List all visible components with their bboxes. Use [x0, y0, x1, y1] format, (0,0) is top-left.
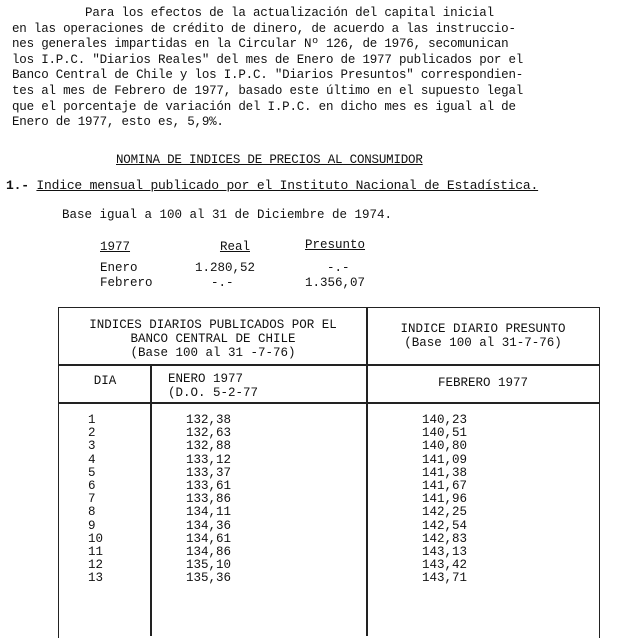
document-title: NOMINA DE INDICES DE PRECIOS AL CONSUMIDOR: [116, 153, 423, 167]
dia-header: DIA: [93, 374, 117, 388]
monthly-year-header: 1977: [100, 240, 131, 254]
dia-cell: 13: [88, 571, 104, 586]
febrero-value: 140,23: [422, 413, 468, 427]
enero-value: 133,37: [186, 465, 232, 480]
febrero-value: 143,42: [422, 558, 468, 573]
intro-line: los I.P.C. "Diarios Reales" del mes de Enero de 1977 publicados por el: [12, 52, 524, 67]
intro-line: que el porcentaje de variación del I.P.C. en dicho mes es igual al de: [12, 99, 516, 114]
dia-cell: 4: [88, 452, 96, 467]
intro-paragraph: [12, 6, 616, 131]
enero-value: 132,63: [186, 426, 232, 441]
febrero-value: 141,96: [422, 492, 468, 507]
febrero-value: 142,25: [422, 505, 468, 520]
enero-value: 134,86: [186, 545, 232, 560]
dia-cell: 11: [88, 545, 104, 560]
intro-line: tes al mes de Febrero de 1977, basado este último en el supuesto legal: [12, 83, 524, 98]
monthly-real-1: 1.280,52: [195, 261, 256, 275]
dia-cell: 2: [88, 426, 96, 441]
febrero-value: 142,54: [422, 518, 468, 533]
enero-value: 133,12: [186, 452, 232, 467]
monthly-presunto-header: Presunto: [305, 238, 366, 252]
monthly-month-1: Enero: [100, 261, 138, 275]
section-number: 1.-: [6, 178, 29, 193]
febrero-value: 141,09: [422, 452, 468, 467]
febrero-column: [422, 414, 467, 586]
monthly-real-2: -.-: [211, 276, 234, 290]
monthly-real-column: [195, 240, 275, 291]
febrero-value: 141,67: [422, 479, 468, 494]
febrero-value: 140,51: [422, 426, 468, 441]
enero-value: 134,11: [186, 505, 232, 520]
right-header: INDICE DIARIO PRESUNTO (Base 100 al 31-7-76): [400, 322, 566, 350]
enero-value: 134,36: [186, 518, 232, 533]
intro-line: Enero de 1977, esto es, 5,9%.: [12, 115, 224, 130]
enero-value: 132,88: [186, 439, 232, 454]
febrero-value: 141,38: [422, 465, 468, 480]
enero-header: ENERO 1977 (D.O. 5-2-77: [168, 372, 259, 400]
left-header: INDICES DIARIOS PUBLICADOS POR EL BANCO CENTRAL DE CHILE (Base 100 al 31 -7-76): [89, 318, 337, 360]
dia-column: [88, 414, 118, 586]
enero-value: 135,10: [186, 558, 232, 573]
monthly-presunto-column: [305, 238, 365, 291]
table-header-rule: [58, 364, 600, 366]
monthly-presunto-1: -.-: [327, 261, 350, 275]
dia-cell: 6: [88, 479, 96, 494]
intro-line: Para los efectos de la actualización del capital inicial: [12, 6, 494, 20]
febrero-header: FEBRERO 1977: [437, 376, 528, 390]
febrero-value: 142,83: [422, 531, 468, 546]
dia-cell: 1: [88, 413, 96, 427]
enero-value: 134,61: [186, 531, 232, 546]
intro-line: en las operaciones de crédito de dinero, de acuerdo a las instruccio-: [12, 21, 516, 36]
section-heading: [6, 178, 538, 193]
intro-line: nes generales impartidas en la Circular Nº 126, de 1976, secomunican: [12, 37, 509, 52]
dia-cell: 12: [88, 558, 104, 573]
monthly-month-2: Febrero: [100, 276, 153, 290]
dia-cell: 8: [88, 505, 96, 520]
table-subheader-rule: [58, 402, 600, 404]
dia-cell: 9: [88, 518, 96, 533]
monthly-real-header: Real: [219, 240, 250, 254]
enero-value: 133,61: [186, 479, 232, 494]
enero-column: [186, 414, 231, 586]
dia-cell: 7: [88, 492, 96, 507]
monthly-year-column: [100, 240, 153, 291]
dia-cell: 3: [88, 439, 96, 454]
febrero-value: 143,13: [422, 545, 468, 560]
enero-value: 133,86: [186, 492, 232, 507]
base-note: Base igual a 100 al 31 de Diciembre de 1974.: [62, 208, 393, 222]
section-text: Indice mensual publicado por el Instituto Nacional de Estadística.: [36, 178, 539, 193]
table-divider-center: [366, 307, 368, 636]
dia-cell: 5: [88, 465, 96, 480]
intro-line: Banco Central de Chile y los I.P.C. "Diarios Presuntos" correspondien-: [12, 68, 524, 83]
febrero-value: 143,71: [422, 571, 468, 586]
monthly-presunto-2: 1.356,07: [305, 276, 366, 290]
table-divider-dia: [150, 364, 152, 636]
enero-value: 132,38: [186, 413, 232, 427]
enero-value: 135,36: [186, 571, 232, 586]
dia-cell: 10: [88, 531, 104, 546]
febrero-value: 140,80: [422, 439, 468, 454]
